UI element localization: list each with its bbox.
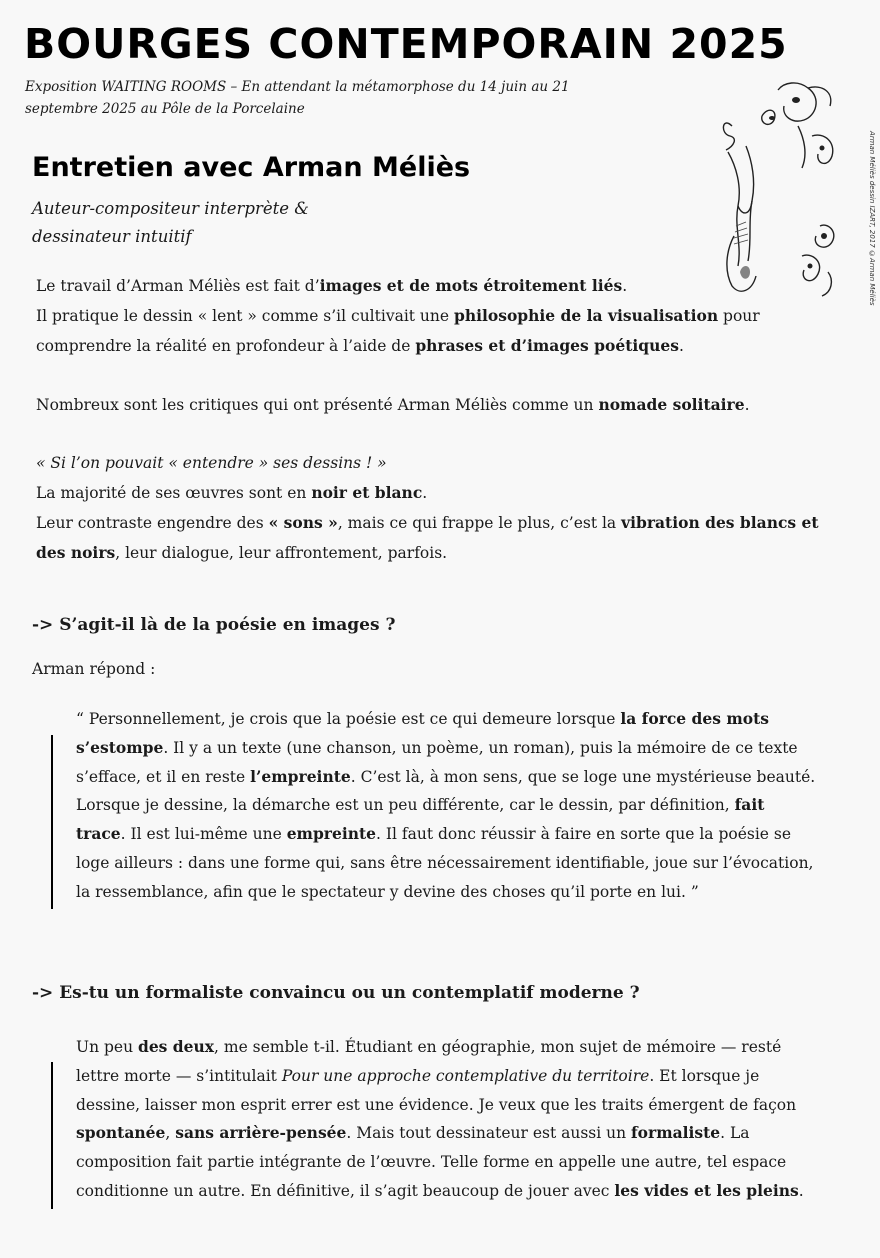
interview-title: Entretien avec Arman Méliès <box>32 152 471 183</box>
artwork-credit: Arman Méliès dessin IZART, 2017 ©Arman Méliès <box>868 131 876 306</box>
question-heading: -> S’agit-il là de la poésie en images ? <box>32 615 396 635</box>
role-line: Auteur-compositeur interprète & <box>32 199 309 218</box>
answer-quote: “ Personnellement, je crois que la poésie est ce qui demeure lorsque la force des mots s’estompe. Il y a un texte (une chanson, un poème, un roman), puis la mémoire de ce texte s’efface, et il en reste l’empreinte. C’est là, à mon sens, que se loge une mystérieuse beauté. Lorsque je dessine, la démarche est un peu différente, car le dessin, par définition, fait trace. Il est lui-même une empreinte. Il faut donc réussir à faire en sorte que la poésie se loge ailleurs : dans une forme qui, sans être nécessairement identifiable, joue sur l’évocation, la ressemblance, afin que le spectateur y devine des choses qu’il porte en lui. ” <box>76 709 816 901</box>
intro-paragraph: La majorité de ses œuvres sont en noir et blanc. <box>36 483 428 502</box>
role-line: dessinateur intuitif <box>32 227 192 246</box>
quote-bar <box>51 1062 53 1209</box>
intro-quote: « Si l’on pouvait « entendre » ses dessins ! » <box>36 454 387 472</box>
artwork-drawing <box>712 76 840 302</box>
exhibition-subtitle: Exposition WAITING ROOMS – En attendant la métamorphose du 14 juin au 21 septembre 2025 au Pôle de la Porcelaine <box>25 79 570 117</box>
intro-paragraph: Nombreux sont les critiques qui ont présenté Arman Méliès comme un nomade solitaire. <box>36 395 750 414</box>
intro-paragraph: Le travail d’Arman Méliès est fait d’images et de mots étroitement liés. <box>36 276 628 295</box>
intro-paragraph: Il pratique le dessin « lent » comme s’il cultivait une philosophie de la visualisation pour comprendre la réalité en profondeur à l’aide de phrases et d’images poétiques. <box>36 306 760 355</box>
intro-section <box>36 271 826 568</box>
quote-bar <box>51 735 53 909</box>
artist-role <box>32 195 392 251</box>
answer-text: Un peu des deux, me semble t-il. Étudiant en géographie, mon sujet de mémoire — resté lettre morte — s’intitulait Pour une approche contemplative du territoire. Et lorsque je dessine, laisser mon esprit errer est une évidence. Je veux que les traits émergent de façon spontanée, sans arrière-pensée. Mais tout dessinateur est aussi un formaliste. La composition fait partie intégrante de l’œuvre. Telle forme en appelle une autre, tel espace conditionne un autre. En définitive, il s’agit beaucoup de jouer avec les vides et les pleins. <box>76 1037 804 1200</box>
page-title: BOURGES CONTEMPORAIN 2025 <box>24 20 788 68</box>
intro-paragraph: Leur contraste engendre des « sons », mais ce qui frappe le plus, c’est la vibration des blancs et des noirs, leur dialogue, leur affrontement, parfois. <box>36 513 819 562</box>
question-heading: -> Es-tu un formaliste convaincu ou un contemplatif moderne ? <box>32 983 640 1003</box>
response-intro: Arman répond : <box>32 660 156 678</box>
